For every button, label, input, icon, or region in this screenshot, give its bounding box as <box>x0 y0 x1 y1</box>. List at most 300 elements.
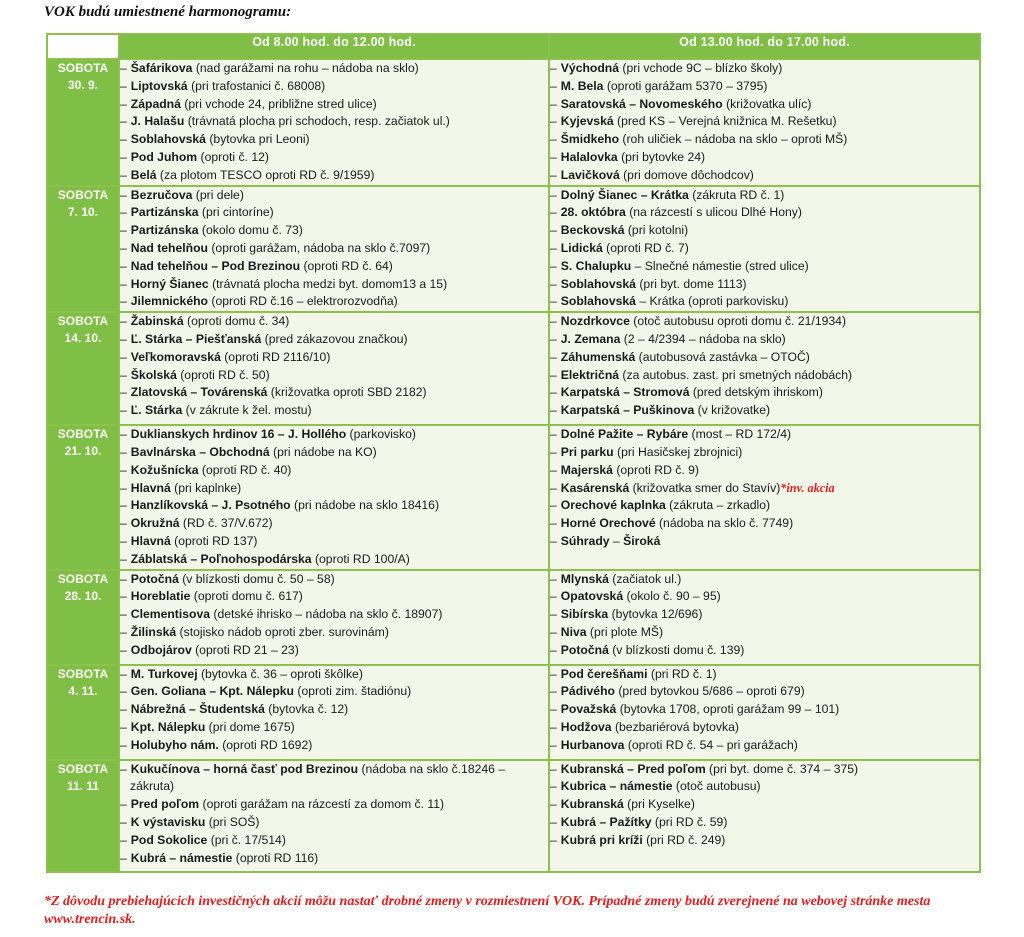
location-detail: (pri č. 17/514) <box>207 832 286 847</box>
list-dash: – <box>550 666 557 681</box>
location-item <box>120 571 548 589</box>
location-item <box>120 462 548 480</box>
location-name: Zlatovská – Továrenská <box>130 385 268 400</box>
location-detail: (za autobus. zast. pri smetných nádobách) <box>619 367 853 382</box>
location-detail: (oproti RD č.16 – elektrorozvodňa) <box>208 294 398 309</box>
day-date: 21. 10. <box>64 444 102 459</box>
list-dash: – <box>550 258 557 273</box>
location-detail: (v križovatke) <box>694 403 771 418</box>
list-dash: – <box>120 814 127 829</box>
list-dash: – <box>120 462 127 477</box>
list-dash: – <box>550 276 557 291</box>
location-name: Orechové kaplnka <box>560 498 666 513</box>
location-name: Halalovka <box>560 149 618 164</box>
location-item <box>550 149 979 167</box>
location-name: Pádivého <box>560 684 615 699</box>
location-name: Nad tehelňou – Pod Brezinou <box>130 258 301 273</box>
list-dash: – <box>550 761 557 776</box>
schedule-row <box>47 312 980 425</box>
list-dash: – <box>550 624 557 639</box>
location-name: Saratovská – Novomeského <box>560 96 723 111</box>
day-label: SOBOTA <box>57 427 109 442</box>
day-label: SOBOTA <box>57 571 109 586</box>
location-detail: (pred KS – Verejná knižnica M. Rešetku) <box>613 114 837 129</box>
list-dash: – <box>550 132 557 147</box>
location-detail: (nádoba na sklo č. 7749) <box>655 516 794 531</box>
location-item <box>550 258 979 276</box>
location-detail: – Slnečné námestie (stred ulice) <box>631 258 809 273</box>
afternoon-cell <box>549 760 980 872</box>
list-dash: – <box>120 294 127 309</box>
location-item <box>120 737 548 755</box>
list-dash: – <box>120 167 127 182</box>
morning-cell <box>119 312 549 425</box>
location-item <box>550 444 979 462</box>
location-item <box>550 78 979 96</box>
list-dash: – <box>120 516 127 531</box>
location-detail: (v zákrute k žel. mostu) <box>182 403 312 418</box>
list-dash: – <box>550 61 557 75</box>
location-detail: (2 – 4/2394 – nádoba na sklo) <box>620 331 786 346</box>
schedule-body <box>47 59 980 872</box>
day-cell <box>47 760 119 872</box>
location-detail: (oproti RD 1692) <box>218 737 313 752</box>
schedule-row <box>47 760 980 872</box>
list-dash: – <box>550 607 557 622</box>
list-dash: – <box>120 589 127 604</box>
location-name: Považská <box>560 702 617 717</box>
list-dash: – <box>120 187 127 202</box>
location-name: Ľ. Stárka <box>130 403 183 418</box>
location-name: Horný Šianec <box>130 276 209 291</box>
location-detail: (pri trafostanici č. 68008) <box>187 78 326 93</box>
location-name: M. Bela <box>560 78 604 93</box>
location-detail: (zákruta – zrkadlo) <box>665 498 771 513</box>
location-detail: (oproti RD č. 54 – pri garážach) <box>624 737 798 752</box>
list-dash: – <box>120 571 127 586</box>
location-item <box>120 204 548 222</box>
list-dash: – <box>120 666 127 681</box>
day-cell <box>47 425 119 569</box>
location-detail: (detské ihrisko – nádoba na sklo č. 18907) <box>210 607 443 622</box>
location-detail: (oproti RD č. 64) <box>300 258 393 273</box>
location-item <box>550 331 979 349</box>
location-detail: (oproti RD 100/A) <box>311 551 410 566</box>
list-dash: – <box>550 149 557 164</box>
list-dash: – <box>120 114 127 129</box>
list-dash: – <box>120 444 127 459</box>
location-item <box>120 384 548 402</box>
location-detail: (otoč autobusu) <box>672 779 761 794</box>
location-name: Školská <box>130 367 177 382</box>
location-item <box>120 113 548 131</box>
morning-cell <box>119 760 549 872</box>
list-dash: – <box>550 78 557 93</box>
list-dash: – <box>550 444 557 459</box>
location-name: Lavičková <box>560 167 620 182</box>
location-name: J. Halašu <box>130 114 185 129</box>
location-item <box>550 571 979 589</box>
location-detail: (pri RD č. 249) <box>642 832 726 847</box>
list-dash: – <box>550 779 557 794</box>
location-name: Clementisova <box>130 607 211 622</box>
location-item <box>120 96 548 114</box>
location-detail: (oproti RD 21 – 23) <box>191 642 299 657</box>
list-dash: – <box>120 551 127 566</box>
list-dash: – <box>120 642 127 657</box>
list-dash: – <box>550 642 557 657</box>
location-detail: (trávnatá plocha medzi byt. domom13 a 15) <box>208 276 448 291</box>
day-cell <box>47 570 119 665</box>
location-name: Pred poľom <box>130 797 200 812</box>
list-dash: – <box>550 462 557 477</box>
location-detail: (na rázcestí s ulicou Dlhé Hony) <box>625 205 802 220</box>
location-name: Východná <box>560 61 620 75</box>
location-name: Veľkomoravská <box>130 349 221 364</box>
location-item <box>120 666 548 684</box>
location-detail: (pri nádobe na KO) <box>269 444 377 459</box>
location-item <box>550 832 979 850</box>
location-item <box>550 761 979 779</box>
location-item <box>550 719 979 737</box>
location-item <box>120 331 548 349</box>
list-dash: – <box>120 850 127 865</box>
day-label: SOBOTA <box>57 666 109 681</box>
location-name: Záhumenská <box>560 349 636 364</box>
location-name: Beckovská <box>560 223 625 238</box>
location-name: Kasárenská <box>560 480 630 495</box>
location-detail: (stojisko nádob oproti zber. surovinám) <box>176 624 389 639</box>
location-detail: (okolo domu č. 73) <box>198 223 303 238</box>
day-label: SOBOTA <box>57 761 109 776</box>
location-item <box>120 293 548 311</box>
list-dash: – <box>550 832 557 847</box>
location-item <box>550 701 979 719</box>
location-item <box>550 533 979 551</box>
location-detail: (pri Kyselke) <box>623 797 695 812</box>
location-item <box>120 683 548 701</box>
schedule-row <box>47 186 980 313</box>
location-detail: (zákruta RD č. 1) <box>688 187 785 202</box>
location-item <box>550 588 979 606</box>
location-item <box>550 167 979 185</box>
location-name: Soblahovská <box>560 294 636 309</box>
day-date: 30. 9. <box>67 78 99 92</box>
location-name: Hlavná <box>130 533 171 548</box>
location-item <box>550 642 979 660</box>
list-dash: – <box>120 719 127 734</box>
location-detail: (križovatka ulíc) <box>722 96 812 111</box>
list-dash: – <box>120 385 127 400</box>
list-dash: – <box>550 367 557 382</box>
location-detail: (bezbariérová bytovka) <box>611 719 739 734</box>
location-item <box>550 402 979 420</box>
location-detail: (za plotom TESCO oproti RD č. 9/1959) <box>156 167 375 182</box>
location-item <box>120 222 548 240</box>
location-name: J. Zemana <box>560 331 621 346</box>
location-name: Žabinská <box>130 314 184 329</box>
location-detail: (križovatka oproti SBD 2182) <box>267 385 427 400</box>
location-name: Lidická <box>560 240 603 255</box>
location-name: Pri parku <box>560 444 614 459</box>
location-detail: (oproti RD č. 9) <box>612 462 699 477</box>
list-dash: – <box>550 719 557 734</box>
location-item <box>550 222 979 240</box>
list-dash: – <box>550 480 557 495</box>
day-date: 14. 10. <box>64 331 102 346</box>
morning-cell <box>119 665 549 760</box>
location-detail: (križovatka smer do Stavív) <box>629 480 781 495</box>
location-name: Hodžova <box>560 719 612 734</box>
location-item <box>550 515 979 533</box>
location-item <box>120 276 548 294</box>
location-name: Pod Juhom <box>130 149 198 164</box>
location-detail: (pri RD č. 59) <box>651 814 728 829</box>
list-dash: – <box>120 403 127 418</box>
location-detail: (oproti zim. štadiónu) <box>294 684 412 699</box>
location-detail: (oproti domu č. 617) <box>190 589 303 604</box>
list-dash: – <box>120 624 127 639</box>
location-name: 28. októbra <box>560 205 626 220</box>
location-detail: (RD č. 37/V.672) <box>179 516 273 531</box>
list-dash: – <box>120 78 127 93</box>
location-item <box>120 444 548 462</box>
location-detail: (oproti RD 116) <box>232 850 319 865</box>
list-dash: – <box>550 223 557 238</box>
list-dash: – <box>120 367 127 382</box>
location-item <box>120 258 548 276</box>
afternoon-cell <box>549 59 980 186</box>
location-name: Kubranská – Pred poľom <box>560 761 706 776</box>
schedule-row <box>47 59 980 186</box>
location-detail: (začiatok ul.) <box>608 571 682 586</box>
location-item <box>550 96 979 114</box>
list-dash: – <box>120 132 127 147</box>
list-dash: – <box>550 533 557 548</box>
location-name: S. Chalupku <box>560 258 632 273</box>
location-name: Kyjevská <box>560 114 614 129</box>
location-name: Niva <box>560 624 587 639</box>
location-detail: (pri RD č. 1) <box>647 666 717 681</box>
location-item <box>120 78 548 96</box>
location-name: M. Turkovej <box>130 666 198 681</box>
location-name: Kpt. Nálepku <box>130 719 206 734</box>
list-dash: – <box>120 684 127 699</box>
location-detail: (nádoba na sklo č.18246 – zákruta) <box>130 761 506 794</box>
location-item <box>120 60 548 78</box>
location-name: Karpatská – Stromová <box>560 385 690 400</box>
list-dash: – <box>120 223 127 238</box>
location-item <box>550 60 979 78</box>
list-dash: – <box>120 314 127 329</box>
location-name: Potočná <box>130 571 179 586</box>
location-name: Ľ. Stárka – Piešťanská <box>130 331 262 346</box>
list-dash: – <box>120 427 127 442</box>
location-name: Holubyho nám. <box>130 737 219 752</box>
location-detail: (pri cintoríne) <box>198 205 274 220</box>
location-name: Okružná <box>130 516 180 531</box>
day-cell <box>47 312 119 425</box>
list-dash: – <box>550 187 557 202</box>
list-dash: – <box>120 797 127 812</box>
day-date: 11. 11 <box>66 778 100 793</box>
schedule-row <box>47 425 980 569</box>
location-detail: (pri domove dôchodcov) <box>619 167 754 182</box>
list-dash: – <box>550 403 557 418</box>
list-dash: – <box>550 385 557 400</box>
morning-cell <box>119 59 549 186</box>
location-name: Jilemnického <box>130 294 209 309</box>
day-label: SOBOTA <box>57 61 109 75</box>
location-detail: (otoč autobusu oproti domu č. 21/1934) <box>629 314 847 329</box>
list-dash: – <box>120 761 127 776</box>
location-detail: (roh uličiek – nádoba na sklo – oproti MŠ) <box>619 132 848 147</box>
day-date: 4. 11. <box>68 683 98 698</box>
location-item <box>120 480 548 498</box>
location-detail: (pri dele) <box>192 187 244 202</box>
location-detail: (oproti RD 137) <box>170 533 258 548</box>
location-detail: (pri vchode 9C – blízko školy) <box>619 61 783 75</box>
location-name: Kubrica – námestie <box>560 779 673 794</box>
day-label: SOBOTA <box>57 314 109 329</box>
location-detail: (pri nádobe na sklo 18416) <box>290 498 440 513</box>
afternoon-cell <box>549 312 980 425</box>
afternoon-cell <box>549 570 980 665</box>
afternoon-cell <box>549 186 980 313</box>
location-name: Súhrady <box>560 533 610 548</box>
location-item <box>120 131 548 149</box>
location-item <box>120 240 548 258</box>
location-name: Žilinská <box>130 624 177 639</box>
location-detail: (trávnatá plocha pri schodoch, resp. začiatok ul.) <box>184 114 450 129</box>
location-name: Šmidkeho <box>560 132 620 147</box>
location-name: Bavlnárska – Obchodná <box>130 444 270 459</box>
location-item <box>120 701 548 719</box>
column-header-morning: Od 8.00 hod. do 12.00 hod. <box>119 34 549 59</box>
location-name: Šafárikova <box>130 61 193 75</box>
location-item <box>120 551 548 569</box>
list-dash: – <box>120 533 127 548</box>
location-item <box>120 497 548 515</box>
location-name: Horné Orechové <box>560 516 656 531</box>
list-dash: – <box>550 516 557 531</box>
schedule-table <box>46 33 981 873</box>
location-name: Nozdrkovce <box>560 314 630 329</box>
location-detail: (most – RD 172/4) <box>688 427 792 442</box>
location-item <box>550 814 979 832</box>
location-item <box>120 149 548 167</box>
location-name: Kožušnícka <box>130 462 199 477</box>
location-item <box>550 367 979 385</box>
location-item <box>550 313 979 331</box>
corner-cell <box>47 34 119 59</box>
location-name: Majerská <box>560 462 613 477</box>
location-name: Duklianskych hrdinov 16 – J. Hollého <box>130 427 347 442</box>
location-item <box>120 167 548 185</box>
location-name: Mlynská <box>560 571 609 586</box>
location-item <box>120 426 548 444</box>
location-detail: (pred bytovkou 5/686 – oproti 679) <box>614 684 805 699</box>
list-dash: – <box>120 832 127 847</box>
list-dash: – <box>550 571 557 586</box>
list-dash: – <box>120 331 127 346</box>
location-detail: (pri kaplnke) <box>170 480 242 495</box>
location-name: Kukučínova – horná časť pod Brezinou <box>130 761 359 776</box>
list-dash: – <box>550 331 557 346</box>
list-dash: – <box>120 96 127 111</box>
location-name: Soblahovská <box>560 276 636 291</box>
location-item <box>550 276 979 294</box>
location-detail: (bytovka 1708, oproti garážam 99 – 101) <box>616 702 840 717</box>
list-dash: – <box>120 702 127 717</box>
day-cell <box>47 59 119 186</box>
schedule-row <box>47 570 980 665</box>
location-detail: – <box>609 533 624 548</box>
location-name: Potočná <box>560 642 609 657</box>
location-name: Hurbanova <box>560 737 625 752</box>
day-date: 7. 10. <box>67 204 99 219</box>
location-item <box>120 606 548 624</box>
location-item <box>120 515 548 533</box>
location-detail: (pri kotolni) <box>624 223 689 238</box>
location-name: Kubrá pri kríži <box>560 832 643 847</box>
location-item <box>550 497 979 515</box>
location-detail: (parkovisko) <box>346 427 416 442</box>
list-dash: – <box>120 149 127 164</box>
list-dash: – <box>120 258 127 273</box>
location-item <box>550 737 979 755</box>
location-item <box>550 778 979 796</box>
list-dash: – <box>120 349 127 364</box>
list-dash: – <box>550 814 557 829</box>
location-name: Nad tehelňou <box>130 240 208 255</box>
location-name: Liptovská <box>130 78 188 93</box>
location-item <box>120 832 548 850</box>
location-name: Kubrá – námestie <box>130 850 233 865</box>
morning-cell <box>119 570 549 665</box>
location-detail: (pred zákazovou značkou) <box>261 331 408 346</box>
schedule-row <box>47 665 980 760</box>
location-detail: (bytovka pri Leoni) <box>205 132 310 147</box>
location-detail: (pri dome 1675) <box>205 719 295 734</box>
list-dash: – <box>550 314 557 329</box>
location-name: Odbojárov <box>130 642 192 657</box>
location-detail: (oproti garážam 5370 – 3795) <box>603 78 768 93</box>
location-item <box>120 313 548 331</box>
location-detail: (oproti garážam, nádoba na sklo č.7097) <box>207 240 431 255</box>
location-name: Hlavná <box>130 480 171 495</box>
location-detail: (bytovka č. 12) <box>264 702 349 717</box>
day-cell <box>47 186 119 313</box>
list-dash: – <box>120 607 127 622</box>
location-detail: (oproti domu č. 34) <box>183 314 290 329</box>
list-dash: – <box>550 240 557 255</box>
afternoon-cell <box>549 665 980 760</box>
location-item <box>550 666 979 684</box>
location-item <box>550 187 979 205</box>
location-name: Električná <box>560 367 620 382</box>
location-detail: (oproti č. 12) <box>197 149 269 164</box>
list-dash: – <box>550 427 557 442</box>
list-dash: – <box>550 498 557 513</box>
location-detail: (pred detským ihriskom) <box>689 385 823 400</box>
location-item <box>550 240 979 258</box>
location-item <box>120 814 548 832</box>
list-dash: – <box>120 737 127 752</box>
header-row <box>47 34 980 59</box>
location-detail: (pri bytovke 24) <box>617 149 706 164</box>
location-item <box>120 624 548 642</box>
